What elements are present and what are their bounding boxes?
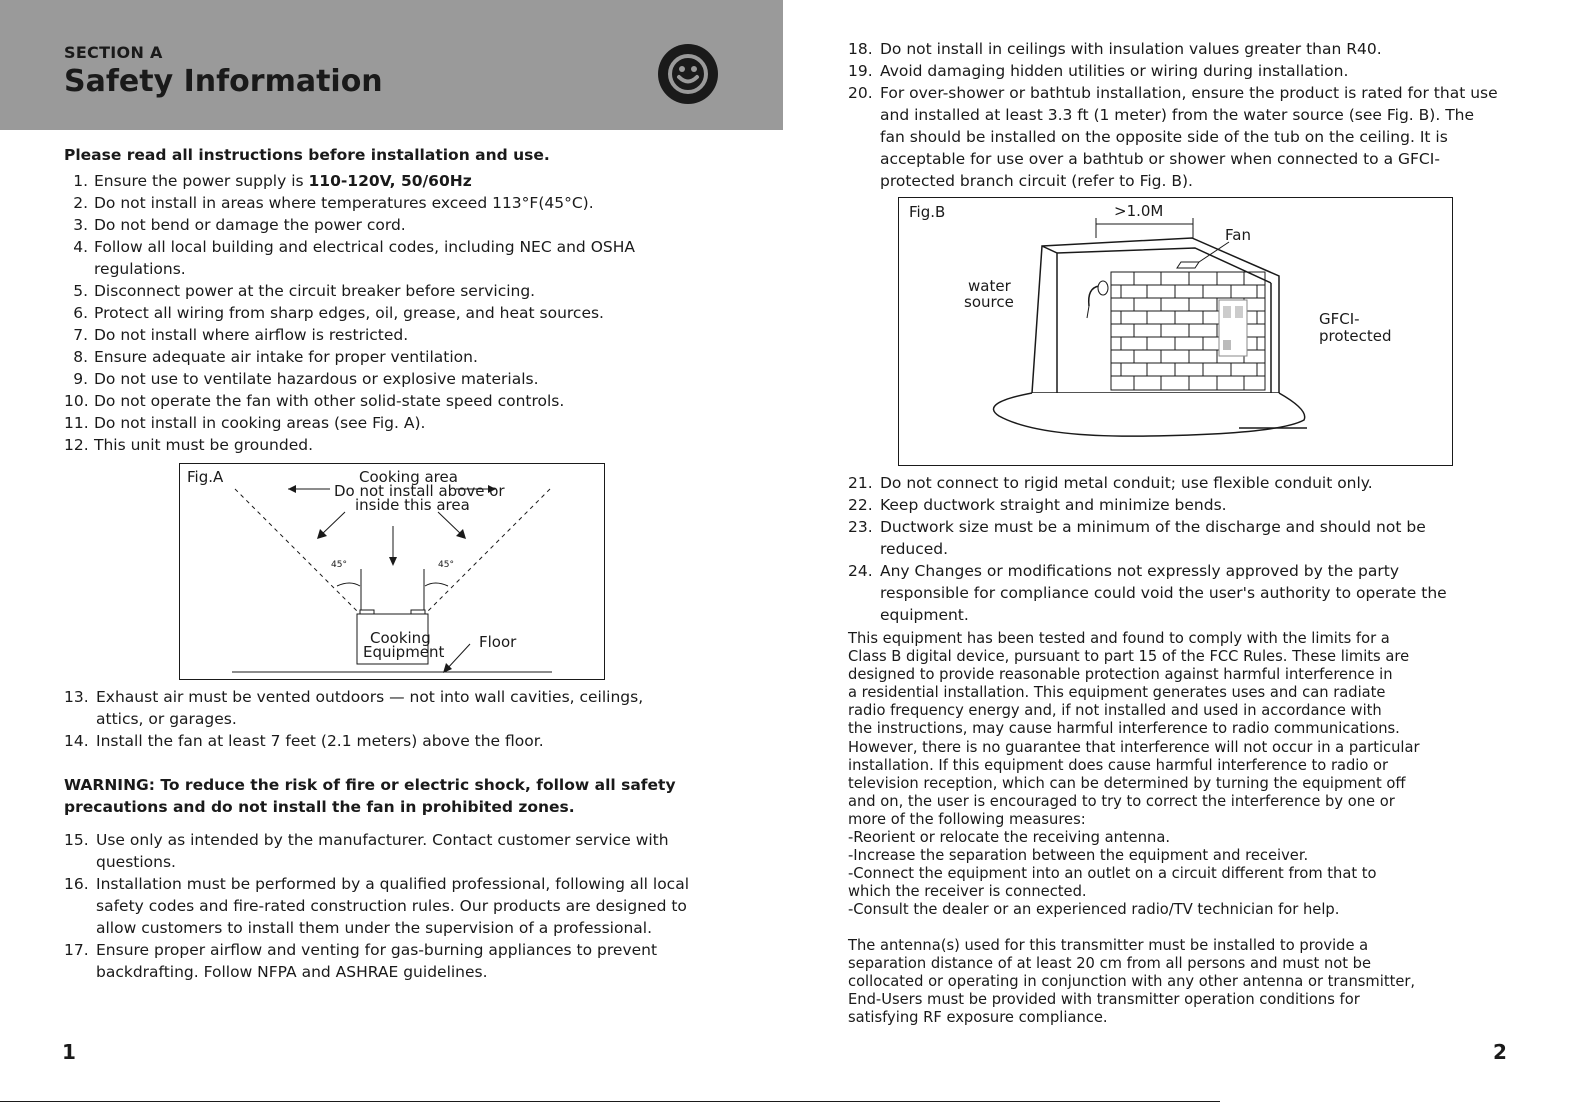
list-item — [64, 170, 714, 192]
list-item-text: Do not connect to rigid metal conduit; use flexible conduit only. — [880, 474, 1373, 492]
text-line: television reception, which can be determined by turning the equipment off — [848, 774, 1406, 792]
rf-exposure-statement — [848, 937, 1508, 1027]
figure-a — [179, 463, 605, 680]
list-item — [64, 346, 714, 368]
list-item — [64, 730, 684, 752]
list-item — [64, 214, 714, 236]
list-item — [848, 82, 1498, 192]
list-item — [848, 472, 1488, 494]
figure-a-angle-right: 45° — [438, 560, 454, 570]
list-item-number: 3. — [73, 216, 88, 234]
list-item-number: 13. — [64, 688, 89, 706]
fcc-compliance-statement — [848, 630, 1508, 920]
list-item-text: Do not bend or damage the power cord. — [94, 216, 406, 234]
text-line: satisfying RF exposure compliance. — [848, 1009, 1108, 1027]
list-item-number: 19. — [848, 62, 873, 80]
text-line: Class B digital device, pursuant to part 15 of the FCC Rules. These limits are — [848, 648, 1410, 666]
list-item-text: Disconnect power at the circuit breaker before servicing. — [94, 282, 536, 300]
text-line: a residential installation. This equipment generates uses and can radiate — [848, 684, 1386, 702]
list-item-number: 4. — [73, 238, 88, 256]
list-item-number: 20. — [848, 84, 873, 102]
smiley-icon — [658, 44, 718, 104]
safety-list-21-24 — [848, 472, 1488, 626]
list-item-number: 5. — [73, 282, 88, 300]
list-item — [64, 368, 714, 390]
list-item-emphasis: 110-120V, 50/60Hz — [308, 172, 472, 190]
list-item — [64, 390, 714, 412]
list-item-number: 14. — [64, 732, 89, 750]
list-item-text: Use only as intended by the manufacturer. Contact customer service with questions. — [96, 831, 669, 871]
list-item — [64, 280, 714, 302]
list-item — [64, 324, 714, 346]
text-line: The antenna(s) used for this transmitter must be installed to provide a — [848, 937, 1369, 954]
list-item-number: 24. — [848, 562, 873, 580]
figure-a-equipment-line1: Cooking — [370, 629, 431, 647]
page-number-right: 2 — [1493, 1040, 1507, 1064]
list-item — [64, 236, 714, 280]
text-line: -Connect the equipment into an outlet on a circuit different from that to — [848, 865, 1377, 883]
text-line: -Consult the dealer or an experienced radio/TV technician for help. — [848, 901, 1340, 919]
figure-a-label: Fig.A — [187, 468, 224, 486]
text-line: -Increase the separation between the equipment and receiver. — [848, 847, 1309, 865]
list-item — [64, 686, 684, 730]
list-item — [64, 873, 704, 939]
list-item-number: 9. — [73, 370, 88, 388]
bottom-rule — [0, 1101, 1220, 1102]
list-item-number: 16. — [64, 875, 89, 893]
list-item — [64, 829, 704, 873]
text-line: radio frequency energy and, if not installed and used in accordance with — [848, 702, 1382, 720]
list-item-text: This unit must be grounded. — [94, 436, 314, 454]
figure-b-label: Fig.B — [909, 203, 946, 221]
list-item-text: Ensure the power supply is — [94, 172, 309, 190]
page-number-left: 1 — [62, 1040, 76, 1064]
list-item-text: Do not use to ventilate hazardous or explosive materials. — [94, 370, 539, 388]
safety-list-1-12 — [64, 170, 714, 456]
figure-a-angle-left: 45° — [331, 560, 347, 570]
figure-a-cooking-area-line2: Do not install above or — [334, 482, 505, 500]
safety-list-15-17 — [64, 829, 704, 983]
list-item — [848, 60, 1498, 82]
section-label: SECTION A — [64, 43, 163, 62]
list-item — [64, 939, 704, 983]
safety-list-18-20 — [848, 38, 1498, 192]
list-item-number: 23. — [848, 518, 873, 536]
text-line: designed to provide reasonable protection against harmful interference in — [848, 666, 1393, 684]
text-line: separation distance of at least 20 cm from all persons and must not be — [848, 955, 1372, 973]
figure-b-water-line1: water — [968, 277, 1011, 295]
safety-list-13-14 — [64, 686, 684, 752]
list-item-number: 12. — [64, 436, 89, 454]
list-item-number: 7. — [73, 326, 88, 344]
list-item-text: Keep ductwork straight and minimize bends. — [880, 496, 1227, 514]
figure-b-water-line2: source — [964, 293, 1014, 311]
figure-b — [898, 197, 1453, 466]
figure-b-distance: >1.0M — [1114, 202, 1164, 220]
figure-a-cooking-area-line1: Cooking area — [359, 468, 458, 486]
list-item-text: For over-shower or bathtub installation, ensure the product is rated for that use and installed at least 3.3 ft (1 meter) from the water source (see Fig. B). The fan should be installed on the opposite side of the tub on the ceiling. It is acceptable for use over a bathtub or shower when connected to a GFCI-protected branch circuit (refer to Fig. B). — [880, 84, 1498, 190]
list-item-number: 21. — [848, 474, 873, 492]
list-item — [848, 560, 1488, 626]
warning-text: WARNING: To reduce the risk of fire or electric shock, follow all safety precautions and do not install the fan in prohibited zones. — [64, 776, 676, 816]
list-item-text: Avoid damaging hidden utilities or wiring during installation. — [880, 62, 1349, 80]
list-item — [848, 516, 1488, 560]
text-line: -Reorient or relocate the receiving antenna. — [848, 829, 1170, 847]
list-item — [64, 302, 714, 324]
list-item — [848, 38, 1498, 60]
list-item — [848, 494, 1488, 516]
list-item-number: 10. — [64, 392, 89, 410]
figure-b-gfci-line1: GFCI- — [1319, 310, 1360, 328]
figure-b-gfci-line2: protected — [1319, 327, 1392, 345]
list-item-text: Ensure proper airflow and venting for gas-burning appliances to prevent backdrafting. Follow NFPA and ASHRAE guidelines. — [96, 941, 658, 981]
list-item-text: Any Changes or modifications not expressly approved by the party responsible for compliance could void the user's authority to operate the equipment. — [880, 562, 1447, 624]
list-item-number: 1. — [73, 172, 88, 190]
text-line: End-Users must be provided with transmitter operation conditions for — [848, 991, 1360, 1009]
list-item-number: 8. — [73, 348, 88, 366]
list-item-text: Ensure adequate air intake for proper ventilation. — [94, 348, 478, 366]
list-item-text: Follow all local building and electrical codes, including NEC and OSHA regulations. — [94, 238, 635, 278]
list-item-number: 18. — [848, 40, 873, 58]
list-item-text: Installation must be performed by a qualified professional, following all local safety codes and fire-rated construction rules. Our products are designed to allow customers to install them under the supervision of a professional. — [96, 875, 690, 937]
text-line: and on, the user is encouraged to try to correct the interference by one or — [848, 792, 1395, 810]
list-item-text: Do not install in cooking areas (see Fig. A). — [94, 414, 426, 432]
list-item-text: Do not install in ceilings with insulation values greater than R40. — [880, 40, 1382, 58]
figure-a-cooking-area-line3: inside this area — [355, 496, 470, 514]
list-item-text: Protect all wiring from sharp edges, oil, grease, and heat sources. — [94, 304, 604, 322]
figure-b-fan-label: Fan — [1225, 226, 1251, 244]
list-item-text: Do not install in areas where temperatures exceed 113°F(45°C). — [94, 194, 594, 212]
list-item-number: 6. — [73, 304, 88, 322]
text-line: However, there is no guarantee that interference will not occur in a particular — [848, 738, 1420, 756]
list-item — [64, 412, 714, 434]
list-item-text: Do not install where airflow is restricted. — [94, 326, 409, 344]
list-item-number: 17. — [64, 941, 89, 959]
text-line: the instructions, may cause harmful interference to radio communications. — [848, 720, 1400, 738]
text-line: which the receiver is connected. — [848, 883, 1087, 901]
list-item-text: Do not operate the fan with other solid-state speed controls. — [94, 392, 565, 410]
list-item-text: Exhaust air must be vented outdoors — not into wall cavities, ceilings, attics, or garages. — [96, 688, 644, 728]
list-item — [64, 192, 714, 214]
figure-a-floor-label: Floor — [479, 633, 517, 651]
list-item-number: 22. — [848, 496, 873, 514]
text-line: more of the following measures: — [848, 810, 1086, 828]
list-item — [64, 434, 714, 456]
list-item-number: 15. — [64, 831, 89, 849]
intro-instructions: Please read all instructions before installation and use. — [64, 146, 550, 164]
list-item-text: Install the fan at least 7 feet (2.1 meters) above the floor. — [96, 732, 544, 750]
list-item-number: 11. — [64, 414, 89, 432]
text-line: collocated or operating in conjunction with any other antenna or transmitter, — [848, 973, 1416, 991]
figure-a-equipment-line2: Equipment — [363, 643, 445, 661]
list-item-text: Ductwork size must be a minimum of the discharge and should not be reduced. — [880, 518, 1426, 558]
list-item-number: 2. — [73, 194, 88, 212]
page-title: Safety Information — [64, 64, 383, 99]
text-line: This equipment has been tested and found to comply with the limits for a — [848, 630, 1390, 647]
text-line: installation. If this equipment does cause harmful interference to radio or — [848, 756, 1389, 774]
